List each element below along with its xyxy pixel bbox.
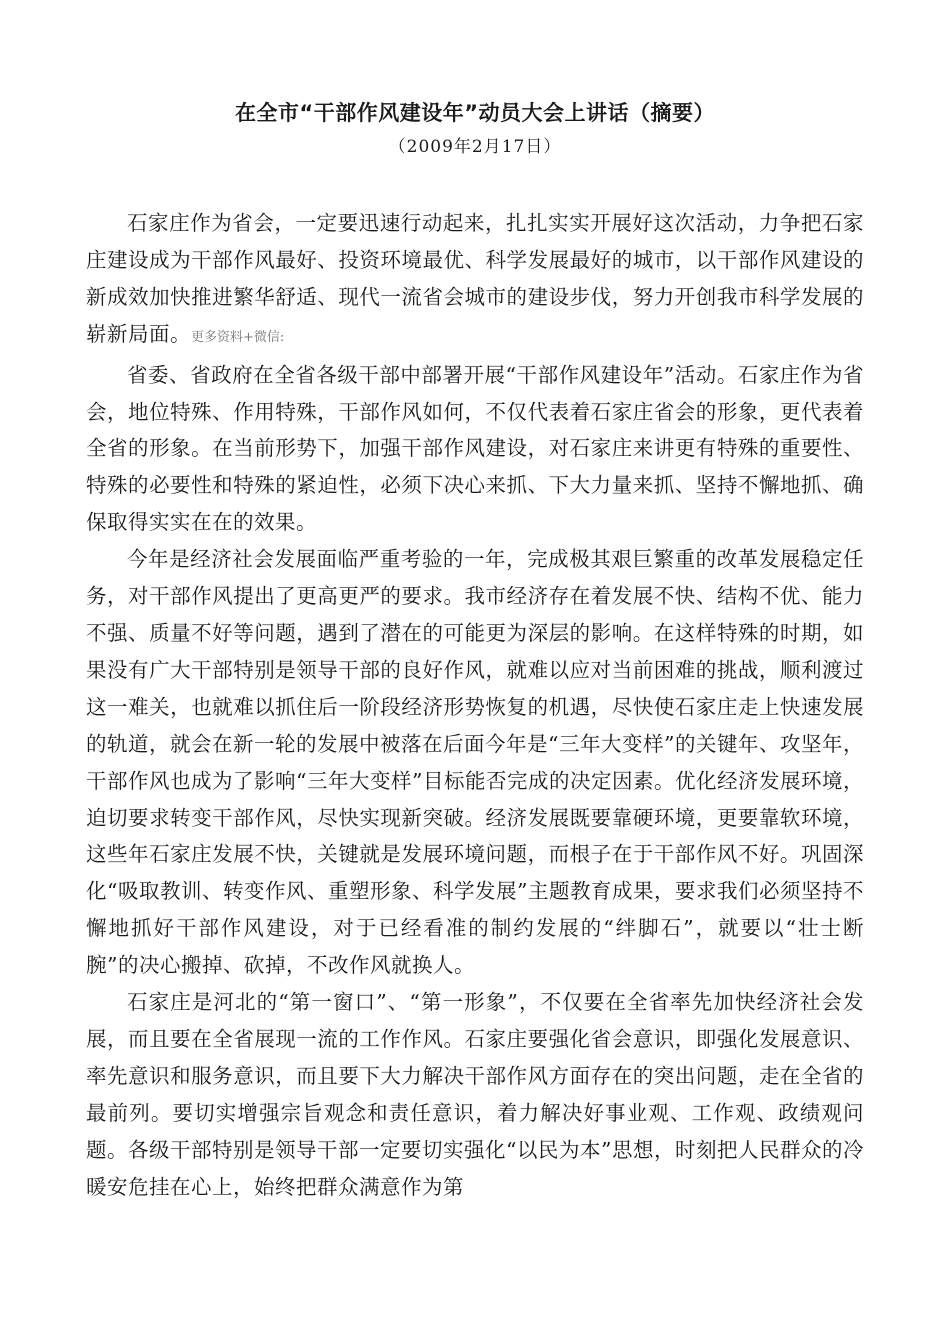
document-date: （2009年2月17日）: [388, 137, 562, 157]
document-body: [86, 205, 864, 1205]
paragraph: [86, 541, 864, 984]
paragraph-text: 石家庄是河北的“第一窗口”、“第一形象”，不仅要在全省率先加快经济社会发展，而且要在全省展现一流的工作作风。石家庄要强化省会意识，即强化发展意识、率先意识和服务意识，而且要下大力解决干部作风方面存在的突出问题，走在全省的最前列。要切实增强宗旨观念和责任意识，着力解决好事业观、工作观、政绩观问题。各级干部特别是领导干部一定要切实强化“以民为本”思想，时刻把人民群众的冷暖安危挂在心上，始终把群众满意作为第: [86, 990, 864, 1199]
paragraph: [86, 357, 864, 542]
document-title: 在全市“干部作风建设年”动员大会上讲话（摘要）: [234, 101, 716, 125]
paragraph-text: 今年是经济社会发展面临严重考验的一年，完成极其艰巨繁重的改革发展稳定任务，对干部作风提出了更高更严的要求。我市经济存在着发展不快、结构不优、能力不强、质量不好等问题，遇到了潜在的可能更为深层的影响。在这样特殊的时期，如果没有广大干部特别是领导干部的良好作风，就难以应对当前困难的挑战，顺利渡过这一难关，也就难以抓住后一阶段经济形势恢复的机遇，尽快使石家庄走上快速发展的轨道，就会在新一轮的发展中被落在后面今年是“三年大变样”的关键年、攻坚年，干部作风也成为了影响“三年大变样”目标能否完成的决定因素。优化经济发展环境，迫切要求转变干部作风，尽快实现新突破。经济发展既要靠硬环境，更要靠软环境，这些年石家庄发展不快，关键就是发展环境问题，而根子在于干部作风不好。巩固深化“吸取教训、转变作风、重塑形象、科学发展”主题教育成果，要求我们必须坚持不懈地抓好干部作风建设，对于已经看准的制约发展的“绊脚石”，就要以“壮士断腕”的决心搬掉、砍掉，不改作风就换人。: [86, 547, 864, 978]
paragraph: [86, 205, 864, 357]
contact-note: 更多资料+微信:: [191, 329, 285, 345]
paragraph-text: 石家庄作为省会，一定要迅速行动起来，扎扎实实开展好这次活动，力争把石家庄建设成为干部作风最好、投资环境最优、科学发展最好的城市，以干部作风建设的新成效加快推进繁华舒适、现代一流省会城市的建设步伐，努力开创我市科学发展的崭新局面。: [86, 211, 864, 346]
paragraph: [86, 984, 864, 1205]
paragraph-text: 省委、省政府在全省各级干部中部署开展“干部作风建设年”活动。石家庄作为省会，地位特殊、作用特殊，干部作风如何，不仅代表着石家庄省会的形象，更代表着全省的形象。在当前形势下，加强干部作风建设，对石家庄来讲更有特殊的重要性、特殊的必要性和特殊的紧迫性，必须下决心来抓、下大力量来抓、坚持不懈地抓、确保取得实实在在的效果。: [86, 362, 864, 535]
